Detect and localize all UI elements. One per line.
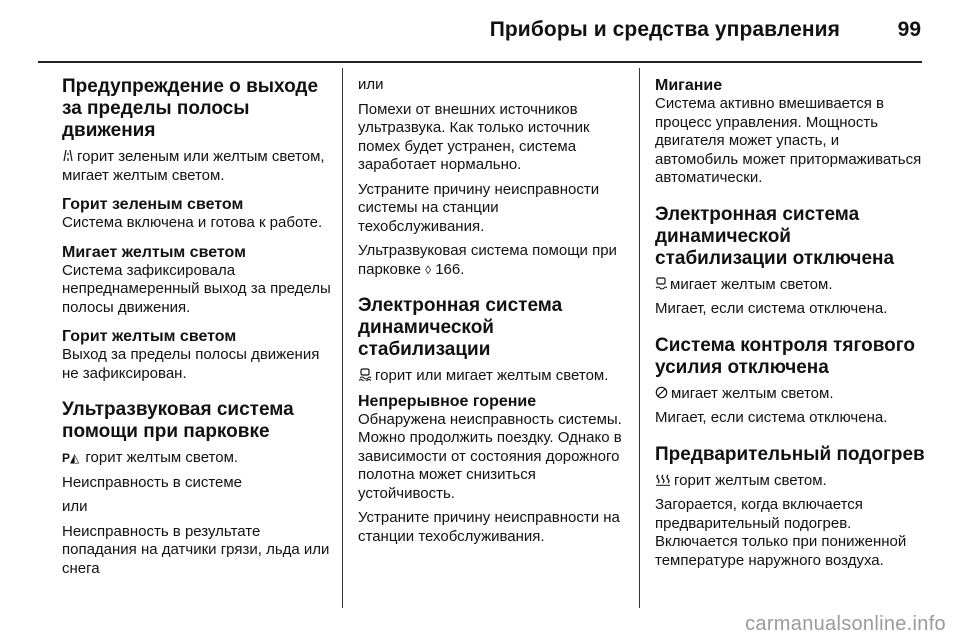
page-header bbox=[0, 0, 960, 60]
lane-departure-intro-text: горит зеленым или желтым светом, мигает желтым светом. bbox=[62, 148, 325, 184]
column-divider-2 bbox=[639, 68, 640, 608]
cross-reference-page[interactable]: 166. bbox=[435, 260, 465, 278]
cross-reference-arrow-icon: ◊ bbox=[425, 262, 432, 277]
yellow-steady-section bbox=[62, 327, 334, 383]
esc-off-intro-text: мигает желтым светом. bbox=[670, 275, 833, 293]
parking-assist-intro-text: горит желтым светом. bbox=[85, 449, 239, 466]
green-light-text: Система включена и готова к работе. bbox=[62, 214, 323, 231]
continuous-section bbox=[358, 392, 626, 547]
lane-departure-title: Предупреждение о выходе за пределы полосы движения bbox=[62, 76, 319, 141]
parking-assist-title: Ультразвуковая система помощи при парковке bbox=[62, 399, 294, 442]
interference-text: Помехи от внешних источников ультразвука. Как только источник помех будет устранен, система заработает нормально. bbox=[358, 100, 590, 173]
continuous-heading: Непрерывное горение bbox=[358, 392, 537, 410]
continuous-service-text: Устраните причину неисправности на станции техобслуживания. bbox=[358, 509, 620, 545]
parking-or-text: или bbox=[62, 498, 88, 515]
esc-off-title: Электронная система динамической стабилизации отключена bbox=[655, 203, 895, 269]
lane-departure-icon bbox=[62, 149, 74, 162]
column-3 bbox=[655, 76, 925, 576]
page-number: 99 bbox=[897, 18, 921, 41]
parking-assist-intro bbox=[62, 449, 334, 468]
glow-title: Предварительный подогрев bbox=[655, 443, 925, 465]
blink-section bbox=[655, 76, 925, 188]
traction-section bbox=[655, 335, 925, 428]
glow-section bbox=[655, 444, 925, 571]
cross-reference-text: Ультразвуковая система помощи при парковке bbox=[358, 242, 617, 278]
esc-intro bbox=[358, 367, 626, 386]
header-rule bbox=[38, 61, 922, 63]
esc-icon bbox=[358, 368, 372, 381]
column-divider-1 bbox=[342, 68, 343, 608]
esc-intro-text: горит или мигает желтым светом. bbox=[375, 367, 609, 384]
glow-intro-text: горит желтым светом. bbox=[674, 471, 827, 489]
column-2 bbox=[358, 76, 626, 556]
cross-reference bbox=[358, 242, 626, 279]
traction-off-icon bbox=[655, 386, 668, 399]
traction-title: Система контроля тягового усилия отключена bbox=[655, 334, 916, 378]
parking-dirt-text: Неисправность в результате попадания на датчики грязи, льда или снега bbox=[62, 522, 330, 577]
esc-off-intro bbox=[655, 276, 925, 295]
yellow-steady-heading: Горит желтым светом bbox=[62, 328, 237, 345]
esc-off-icon bbox=[655, 277, 667, 290]
parking-fault-text: Неисправность в системе bbox=[62, 473, 243, 491]
glow-text: Загорается, когда включается предварительный подогрев. Включается только при пониженной температуре наружного воздуха. bbox=[655, 496, 907, 569]
yellow-flash-text: Система зафиксировала непреднамеренный выход за пределы полосы движения. bbox=[62, 261, 331, 316]
blink-heading: Мигание bbox=[655, 77, 723, 94]
esc-off-text: Мигает, если система отключена. bbox=[655, 300, 888, 317]
esc-title: Электронная система динамической стабилизации bbox=[358, 295, 563, 360]
watermark: carmanualsonline.info bbox=[745, 613, 946, 635]
page-title: Приборы и средства управления bbox=[489, 18, 840, 41]
column-1 bbox=[62, 76, 334, 584]
blink-text: Система активно вмешивается в процесс управления. Мощность двигателя может упасть, и автомобиль может притормаживаться автоматически. bbox=[655, 95, 922, 186]
continuous-text: Обнаружена неисправность системы. Можно продолжить поездку. Однако в зависимости от состояния дорожного полотна может снизиться устойчивость. bbox=[358, 410, 622, 502]
parking-assist-icon: P◭ bbox=[62, 451, 80, 465]
yellow-flash-section bbox=[62, 243, 334, 318]
lane-departure-intro bbox=[62, 148, 334, 185]
lane-departure-section bbox=[62, 76, 334, 185]
glow-intro bbox=[655, 472, 925, 491]
green-light-heading: Горит зеленым светом bbox=[62, 196, 244, 213]
traction-intro-text: мигает желтым светом. bbox=[671, 384, 834, 402]
green-light-section bbox=[62, 195, 334, 233]
traction-text: Мигает, если система отключена. bbox=[655, 409, 888, 426]
esc-off-section bbox=[655, 204, 925, 319]
service-text: Устраните причину неисправности системы на станции техобслуживания. bbox=[358, 180, 600, 235]
parking-assist-section bbox=[62, 399, 334, 578]
glow-plug-icon bbox=[655, 473, 671, 486]
traction-intro bbox=[655, 385, 925, 404]
or-text: или bbox=[358, 76, 384, 93]
esc-section bbox=[358, 295, 626, 386]
yellow-steady-text: Выход за пределы полосы движения не зафиксирован. bbox=[62, 346, 320, 382]
yellow-flash-heading: Мигает желтым светом bbox=[62, 243, 246, 261]
